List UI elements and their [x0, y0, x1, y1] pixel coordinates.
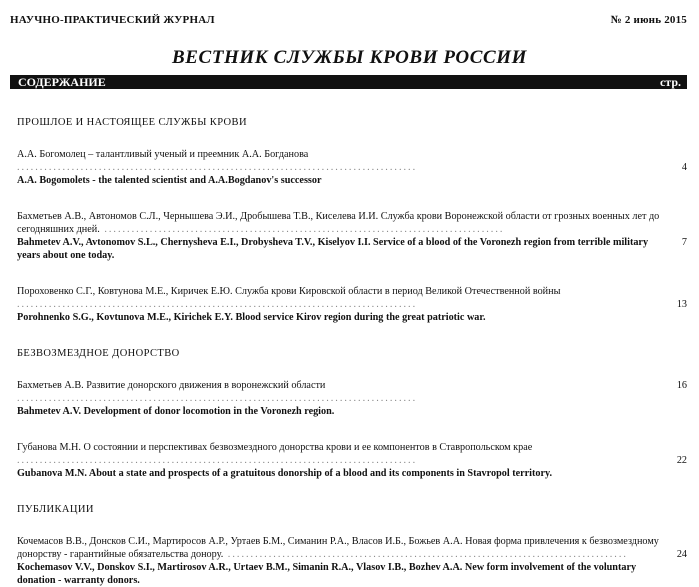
entry-russian-title: Кочемасов В.В., Донсков С.И., Мартиросов А.Р., Уртаев Б.М., Симанин Р.А., Власов И.Б., Божьев А.А. Новая форма привлечения к безвозмездному донорству - гарантийные обязательства донору. .....	[17, 535, 671, 561]
issue-number: № 2 июнь 2015	[610, 14, 687, 26]
toc-entry[interactable]	[17, 285, 687, 324]
entry-english-title: A.A. Bogomolets - the talented scientist and A.A.Bogdanov's successor	[17, 175, 322, 186]
journal-title: ВЕСТНИК СЛУЖБЫ КРОВИ РОССИИ	[172, 47, 527, 68]
entry-english-title: Gubanova M.N. About a state and prospects of a gratuitous donorship of a blood and its components in Stavropol territory.	[17, 468, 553, 479]
journal-header	[10, 14, 687, 30]
entry-english-title: Porohnenko S.G., Kovtunova M.E., Kirichek E.Y. Blood service Kirov region during the great patriotic war.	[17, 312, 486, 323]
toc-entry[interactable]	[17, 148, 687, 187]
section-title: ПРОШЛОЕ И НАСТОЯЩЕЕ СЛУЖБЫ КРОВИ	[17, 117, 247, 128]
entry-english-title: Kochemasov V.V., Donskov S.I., Martirosov A.R., Urtaev B.M., Simanin R.A., Vlasov I.B., Bozhev A.A. New form involvement of the voluntary donation - warranty donors.	[17, 562, 637, 586]
entry-page-number: 16	[676, 380, 687, 391]
page-column-label: стр.	[659, 75, 681, 89]
entry-russian-title: Бахметьев А.В., Автономов С.Л., Чернышева Э.И., Дробышева Т.В., Киселева И.И. Служба крови Воронежской области от грозных военных лет до сегодняшних дней. .....	[17, 210, 671, 236]
entry-english-title: Bahmetev A.V., Avtonomov S.L., Chernysheva E.I., Drobysheva T.V., Kiselyov I.I. Service of a blood of the Voronezh region from terrible military years about one today.	[17, 237, 649, 261]
entry-russian-title: А.А. Богомолец – талантливый ученый и преемник А.А. Богданова .....	[17, 148, 671, 174]
contents-band	[10, 75, 687, 89]
section-title: ПУБЛИКАЦИИ	[17, 504, 94, 515]
toc-entry[interactable]	[17, 441, 687, 480]
journal-type: НАУЧНО-ПРАКТИЧЕСКИЙ ЖУРНАЛ	[10, 14, 215, 26]
section-title: БЕЗВОЗМЕЗДНОЕ ДОНОРСТВО	[17, 348, 180, 359]
entry-russian-title: Бахметьев А.В. Развитие донорского движения в воронежский области .....	[17, 379, 671, 405]
table-of-contents	[17, 96, 687, 587]
entry-page-number: 22	[676, 455, 687, 466]
entry-russian-title: Пороховенко С.Г., Ковтунова М.Е., Киричек Е.Ю. Служба крови Кировской области в период Великой Отечественной войны .....	[17, 285, 671, 311]
toc-entry[interactable]	[17, 535, 687, 587]
entry-page-number: 13	[676, 299, 687, 310]
entry-english-title: Bahmetev A.V. Development of donor locomotion in the Voronezh region.	[17, 406, 335, 417]
entry-page-number: 7	[681, 237, 687, 248]
toc-entry[interactable]	[17, 379, 687, 418]
toc-entry[interactable]	[17, 210, 687, 262]
entry-russian-title: Губанова М.Н. О состоянии и перспективах безвозмездного донорства крови и ее компонентов в Ставропольском крае .....	[17, 441, 671, 467]
entry-page-number: 4	[681, 162, 687, 173]
entry-page-number: 24	[676, 549, 687, 560]
contents-label: СОДЕРЖАНИЕ	[18, 75, 106, 89]
